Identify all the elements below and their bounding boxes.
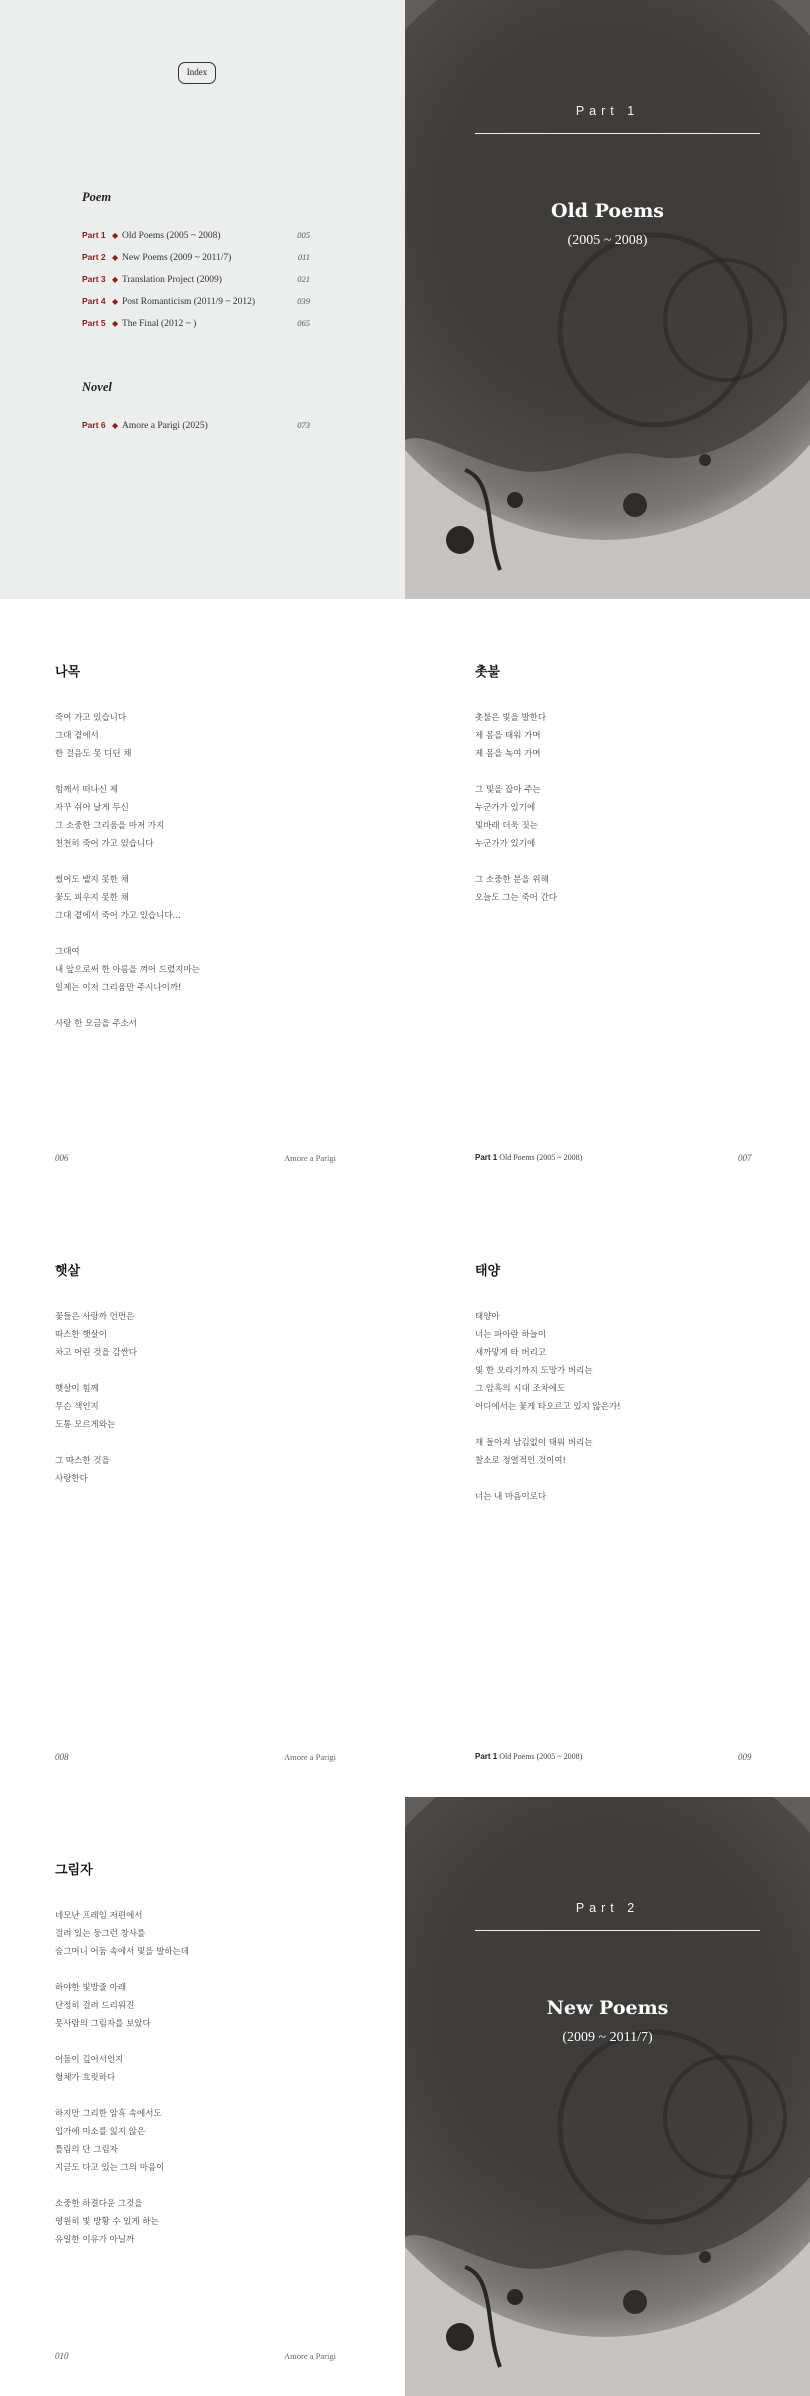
poem-line: 하야한 빛방줄 아래 xyxy=(55,1983,127,1993)
poem-line: 도통 모르게와는 xyxy=(55,1420,116,1430)
stanza-break xyxy=(475,763,557,781)
ink-wash-illustration xyxy=(405,1797,810,2396)
toc-page-number: 005 xyxy=(297,230,310,240)
stanza-break xyxy=(55,853,200,871)
poem-line: 태양아 xyxy=(475,1312,500,1322)
diamond-bullet-icon: ◆ xyxy=(112,253,119,262)
toc-part-label: Part 6 xyxy=(82,420,106,430)
poem-line: 일제는 이저 그리움만 주시나이까! xyxy=(55,983,182,993)
poem-line: 그 소중한 그리움을 마저 가지 xyxy=(55,821,165,831)
stanza-break xyxy=(55,2177,189,2195)
part-divider xyxy=(475,133,760,134)
poem-line: 그대 곁에서 xyxy=(55,731,99,741)
poem-line: 힘께서 떠나신 제 xyxy=(55,785,118,795)
toc-page-number: 011 xyxy=(297,252,310,262)
toc-page-number: 039 xyxy=(297,296,310,306)
stanza-break xyxy=(475,1416,621,1434)
toc-title: Old Poems (2005 ~ 2008) xyxy=(122,231,221,241)
toc-page-number: 021 xyxy=(297,274,310,284)
poem-line: 영원히 빛 방황 수 있게 하는 xyxy=(55,2217,159,2227)
poem-line: 제 몸을 태워 가며 xyxy=(475,731,541,741)
page-number: 006 xyxy=(55,1153,69,1163)
poem-line: 틀림의 단 그림자 xyxy=(55,2145,118,2155)
toc-part-label: Part 2 xyxy=(82,252,106,262)
diamond-bullet-icon: ◆ xyxy=(112,231,119,240)
poem-page xyxy=(0,599,405,1198)
stanza-break xyxy=(475,1470,621,1488)
spread-index xyxy=(0,0,810,599)
toc-entry[interactable] xyxy=(82,294,310,308)
poem-line: 햇살이 힘께 xyxy=(55,1384,99,1394)
poem-line: 네모난 프레임 저편에서 xyxy=(55,1911,143,1921)
poem-line: 그대 곁에서 죽어 가고 있습니다… xyxy=(55,911,182,921)
footer-part-label: Part 1 xyxy=(475,1153,498,1162)
poem-line: 그 소중한 분을 위해 xyxy=(475,875,549,885)
part-years: (2009 ~ 2011/7) xyxy=(562,2030,653,2045)
poem-line: 어둠이 깊어서인지 xyxy=(55,2055,124,2065)
stanza-break xyxy=(55,1434,137,1452)
poem-line: 사랑 한 모금을 주소서 xyxy=(55,1019,138,1029)
poem-body xyxy=(475,1308,621,1506)
poem-line: 자꾸 쉬어 날게 두신 xyxy=(55,803,129,813)
novel-section-heading: Novel xyxy=(82,380,112,394)
poem-line: 하지만 그리한 암흑 속에서도 xyxy=(55,2109,162,2119)
poem-line: 사랑한다 xyxy=(55,1474,88,1484)
toc-part-label: Part 4 xyxy=(82,296,106,306)
poem-line: 지금도 다고 있는 그의 마음이 xyxy=(55,2163,165,2173)
poem-line: 빛 한 오라기까지 도망가 버리는 xyxy=(475,1366,593,1376)
poem-line: 천천히 죽어 가고 있습니다 xyxy=(55,839,154,849)
stanza-break xyxy=(55,2087,189,2105)
footer-part-label: Part 1 xyxy=(475,1752,498,1761)
spread-poems-2 xyxy=(0,1198,810,1797)
poem-title: 촛불 xyxy=(475,665,501,680)
page-number: 009 xyxy=(738,1752,752,1762)
poem-line: 누군가가 있기에 xyxy=(475,803,536,813)
toc-entry[interactable] xyxy=(82,418,310,432)
poem-line: 숨그머니 어둠 속에서 빛을 발하는데 xyxy=(55,1947,189,1957)
poem-body xyxy=(475,709,557,907)
ink-wash-illustration xyxy=(405,0,810,599)
footer-part-title: Old Poems (2005 ~ 2008) xyxy=(499,1752,583,1761)
poem-line: 그대여 xyxy=(55,947,80,957)
poem-line: 너는 내 마음이로다 xyxy=(475,1492,547,1502)
poem-line: 찰소로 정열적인 것이여! xyxy=(475,1456,566,1466)
poem-line: 내 앞으로써 한 아름을 껴어 드렸지마는 xyxy=(55,965,200,975)
poem-line: 빛바래 더욱 짓는 xyxy=(475,821,538,831)
poem-body xyxy=(55,1907,189,2249)
toc-title: The Final (2012 ~ ) xyxy=(122,319,197,329)
page-number: 007 xyxy=(738,1153,752,1163)
part2-cover xyxy=(405,1797,810,2396)
poem-line: 유일한 이유가 아닐까 xyxy=(55,2235,135,2245)
toc-entry[interactable] xyxy=(82,228,310,242)
poem-page xyxy=(405,1198,810,1797)
stanza-break xyxy=(55,1961,189,1979)
running-footer: Amore a Parigi xyxy=(284,2351,336,2361)
poem-line: 오늘도 그는 죽어 간다 xyxy=(475,893,558,903)
page-number: 010 xyxy=(55,2351,69,2361)
poem-line: 소중한 하결다운 그것을 xyxy=(55,2199,143,2209)
stanza-break xyxy=(55,997,200,1015)
poem-line: 죽어 가고 있습니다 xyxy=(55,713,127,723)
poem-title: 햇살 xyxy=(55,1264,81,1279)
stanza-break xyxy=(55,763,200,781)
running-footer: Amore a Parigi xyxy=(284,1752,336,1762)
poem-page xyxy=(0,1797,405,2396)
stanza-break xyxy=(55,1362,137,1380)
part-label: Part 1 xyxy=(575,104,640,118)
poem-line: 어디에서는 꽃게 타오르고 있지 않은가! xyxy=(475,1402,621,1412)
poem-body xyxy=(55,1308,137,1488)
toc-page-number: 073 xyxy=(297,420,310,430)
poem-page xyxy=(0,1198,405,1797)
diamond-bullet-icon: ◆ xyxy=(112,275,119,284)
poem-line: 누군가가 있기에 xyxy=(475,839,536,849)
running-footer xyxy=(475,1153,582,1162)
poem-line: 한 걸음도 못 디딘 채 xyxy=(55,749,132,759)
poem-body xyxy=(55,709,200,1033)
toc-entry[interactable] xyxy=(82,272,310,286)
part-years: (2005 ~ 2008) xyxy=(567,233,648,248)
poem-line: 너는 파아란 하늘이 xyxy=(475,1330,547,1340)
poem-line: 차고 어린 것을 감싼다 xyxy=(55,1348,138,1358)
toc-title: Post Romanticism (2011/9 ~ 2012) xyxy=(122,297,256,307)
diamond-bullet-icon: ◆ xyxy=(112,319,119,328)
footer-part-title: Old Poems (2005 ~ 2008) xyxy=(499,1153,583,1162)
running-footer: Amore a Parigi xyxy=(284,1153,336,1163)
index-badge: Index xyxy=(178,62,216,84)
poem-title: 태양 xyxy=(475,1264,501,1279)
diamond-bullet-icon: ◆ xyxy=(112,421,119,430)
poem-line: 단정히 걸려 드리워진 xyxy=(55,2001,135,2011)
toc-part-label: Part 1 xyxy=(82,230,106,240)
poem-page xyxy=(405,599,810,1198)
toc-title: New Poems (2009 ~ 2011/7) xyxy=(122,253,232,263)
stanza-break xyxy=(55,2033,189,2051)
poem-line: 제 몸을 녹여 가며 xyxy=(475,749,541,759)
poem-line: 입가에 미소를 잃지 않은 xyxy=(55,2127,146,2137)
spread-part2 xyxy=(0,1797,810,2396)
poem-title: 그림자 xyxy=(55,1863,93,1878)
toc-part-label: Part 3 xyxy=(82,274,106,284)
poem-line: 형체가 흐릿하다 xyxy=(55,2073,116,2083)
part-divider xyxy=(475,1930,760,1931)
poem-line: 그 따스한 것을 xyxy=(55,1456,110,1466)
toc-entry[interactable] xyxy=(82,316,310,330)
poem-line: 썼어도 뱉지 못한 채 xyxy=(55,875,129,885)
part1-cover xyxy=(405,0,810,599)
part-label: Part 2 xyxy=(575,1901,640,1915)
poem-title: 나목 xyxy=(55,665,81,680)
toc-title: Translation Project (2009) xyxy=(122,275,222,285)
poem-line: 촛불은 빛을 발한다 xyxy=(475,713,547,723)
poem-line: 재 돌아져 남김없이 태워 버리는 xyxy=(475,1438,593,1448)
poem-line: 그 암흑의 시대 조차에도 xyxy=(475,1384,566,1394)
part-title: New Poems xyxy=(546,1997,669,2019)
poem-line: 못사람의 그림자를 보았다 xyxy=(55,2019,151,2029)
stanza-break xyxy=(475,853,557,871)
poem-line: 그 빛을 잡아 주는 xyxy=(475,785,541,795)
poem-line: 무슨 색인지 xyxy=(55,1402,99,1412)
part-title: Old Poems xyxy=(550,200,664,222)
poem-line: 따스한 햇살이 xyxy=(55,1330,107,1340)
toc-entry[interactable] xyxy=(82,250,310,264)
poem-line: 꽃도 피우지 못한 채 xyxy=(55,893,129,903)
poem-line: 새까맣게 타 버리고 xyxy=(475,1348,547,1358)
spread-poems-1 xyxy=(0,599,810,1198)
poem-section-heading: Poem xyxy=(82,190,112,204)
running-footer xyxy=(475,1752,582,1761)
toc-part-label: Part 5 xyxy=(82,318,106,328)
page-number: 008 xyxy=(55,1752,69,1762)
poem-line: 걸려 있는 둥그런 창사를 xyxy=(55,1929,146,1939)
stanza-break xyxy=(55,925,200,943)
toc-title: Amore a Parigi (2025) xyxy=(122,421,208,431)
poem-line: 꽃들은 사랑까 언먼은 xyxy=(55,1312,135,1322)
diamond-bullet-icon: ◆ xyxy=(112,297,119,306)
index-page xyxy=(0,0,405,599)
toc-page-number: 065 xyxy=(297,318,310,328)
